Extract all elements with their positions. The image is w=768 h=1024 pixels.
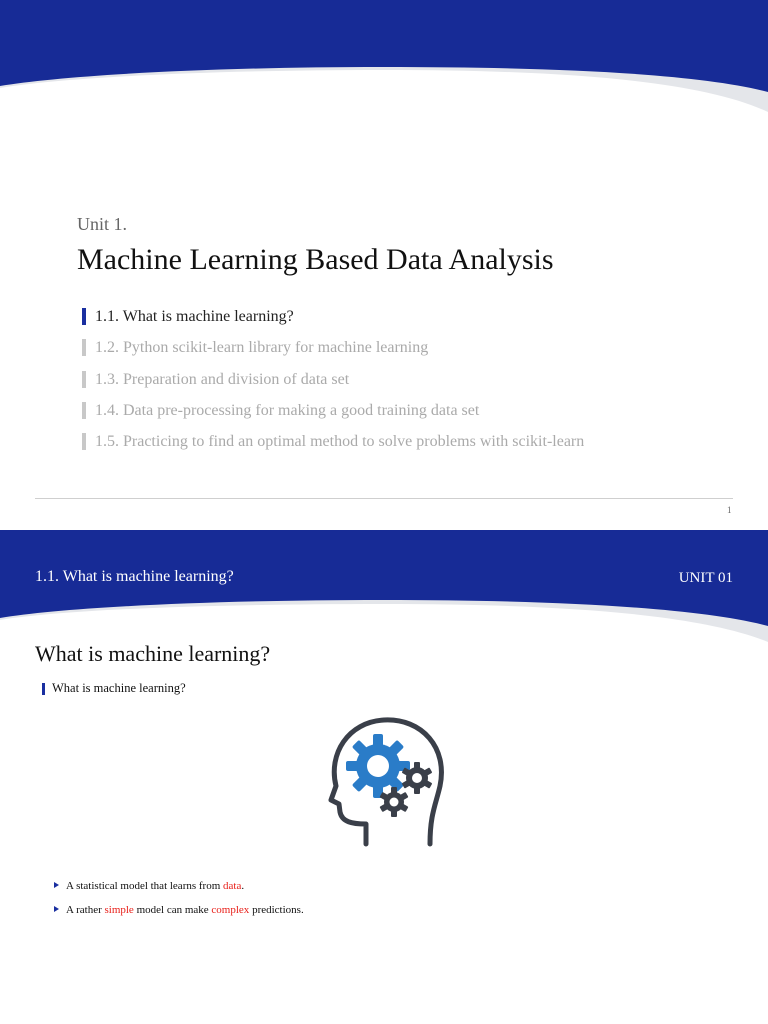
toc-item-label: 1.2. Python scikit-learn library for machine learning	[95, 339, 429, 357]
bullet-list	[54, 878, 304, 926]
header-wave	[0, 0, 768, 112]
page-number: 1	[727, 505, 732, 515]
footer-divider	[35, 498, 733, 499]
highlight-text: data	[223, 880, 242, 892]
toc-marker	[82, 339, 86, 356]
subheading-marker	[42, 683, 45, 695]
toc-item-1-4[interactable]	[82, 398, 584, 429]
unit-badge: UNIT 01	[678, 570, 733, 586]
table-of-contents	[82, 304, 584, 460]
highlight-text: complex	[211, 904, 250, 916]
toc-item-label: 1.4. Data pre-processing for making a good training data set	[95, 401, 480, 419]
subheading	[42, 681, 186, 696]
toc-marker	[82, 433, 86, 450]
bullet-text: predictions.	[249, 904, 304, 916]
toc-item-1-2[interactable]	[82, 335, 584, 366]
slide-title: Machine Learning Based Data Analysis	[77, 243, 554, 276]
bullet-item	[54, 902, 304, 926]
bullet-arrow-icon	[54, 882, 59, 888]
bullet-text: model can make	[133, 904, 212, 916]
highlight-text: simple	[104, 904, 134, 916]
toc-item-label: 1.3. Preparation and division of data set	[95, 370, 350, 388]
toc-item-1-5[interactable]	[82, 429, 584, 460]
header-wave	[0, 530, 768, 642]
section-title: What is machine learning?	[35, 641, 271, 666]
toc-item-1-3[interactable]	[82, 367, 584, 398]
toc-item-label: 1.1. What is machine learning?	[95, 308, 294, 325]
subheading-label: What is machine learning?	[52, 681, 186, 695]
bullet-arrow-icon	[54, 906, 59, 912]
toc-item-label: 1.5. Practicing to find an optimal method to solve problems with scikit-learn	[95, 433, 585, 451]
unit-label: Unit 1.	[77, 214, 128, 234]
toc-marker	[82, 402, 86, 419]
content-slide	[0, 530, 768, 1024]
toc-marker	[82, 371, 86, 388]
toc-marker	[82, 308, 86, 325]
bullet-text: .	[241, 880, 245, 892]
toc-item-1-1[interactable]	[82, 304, 584, 335]
bullet-text: A rather	[66, 904, 105, 916]
head-with-gears-icon	[318, 714, 452, 848]
bullet-text: A statistical model that learns from	[66, 880, 224, 892]
bullet-item	[54, 878, 304, 902]
header-title: 1.1. What is machine learning?	[35, 568, 234, 585]
